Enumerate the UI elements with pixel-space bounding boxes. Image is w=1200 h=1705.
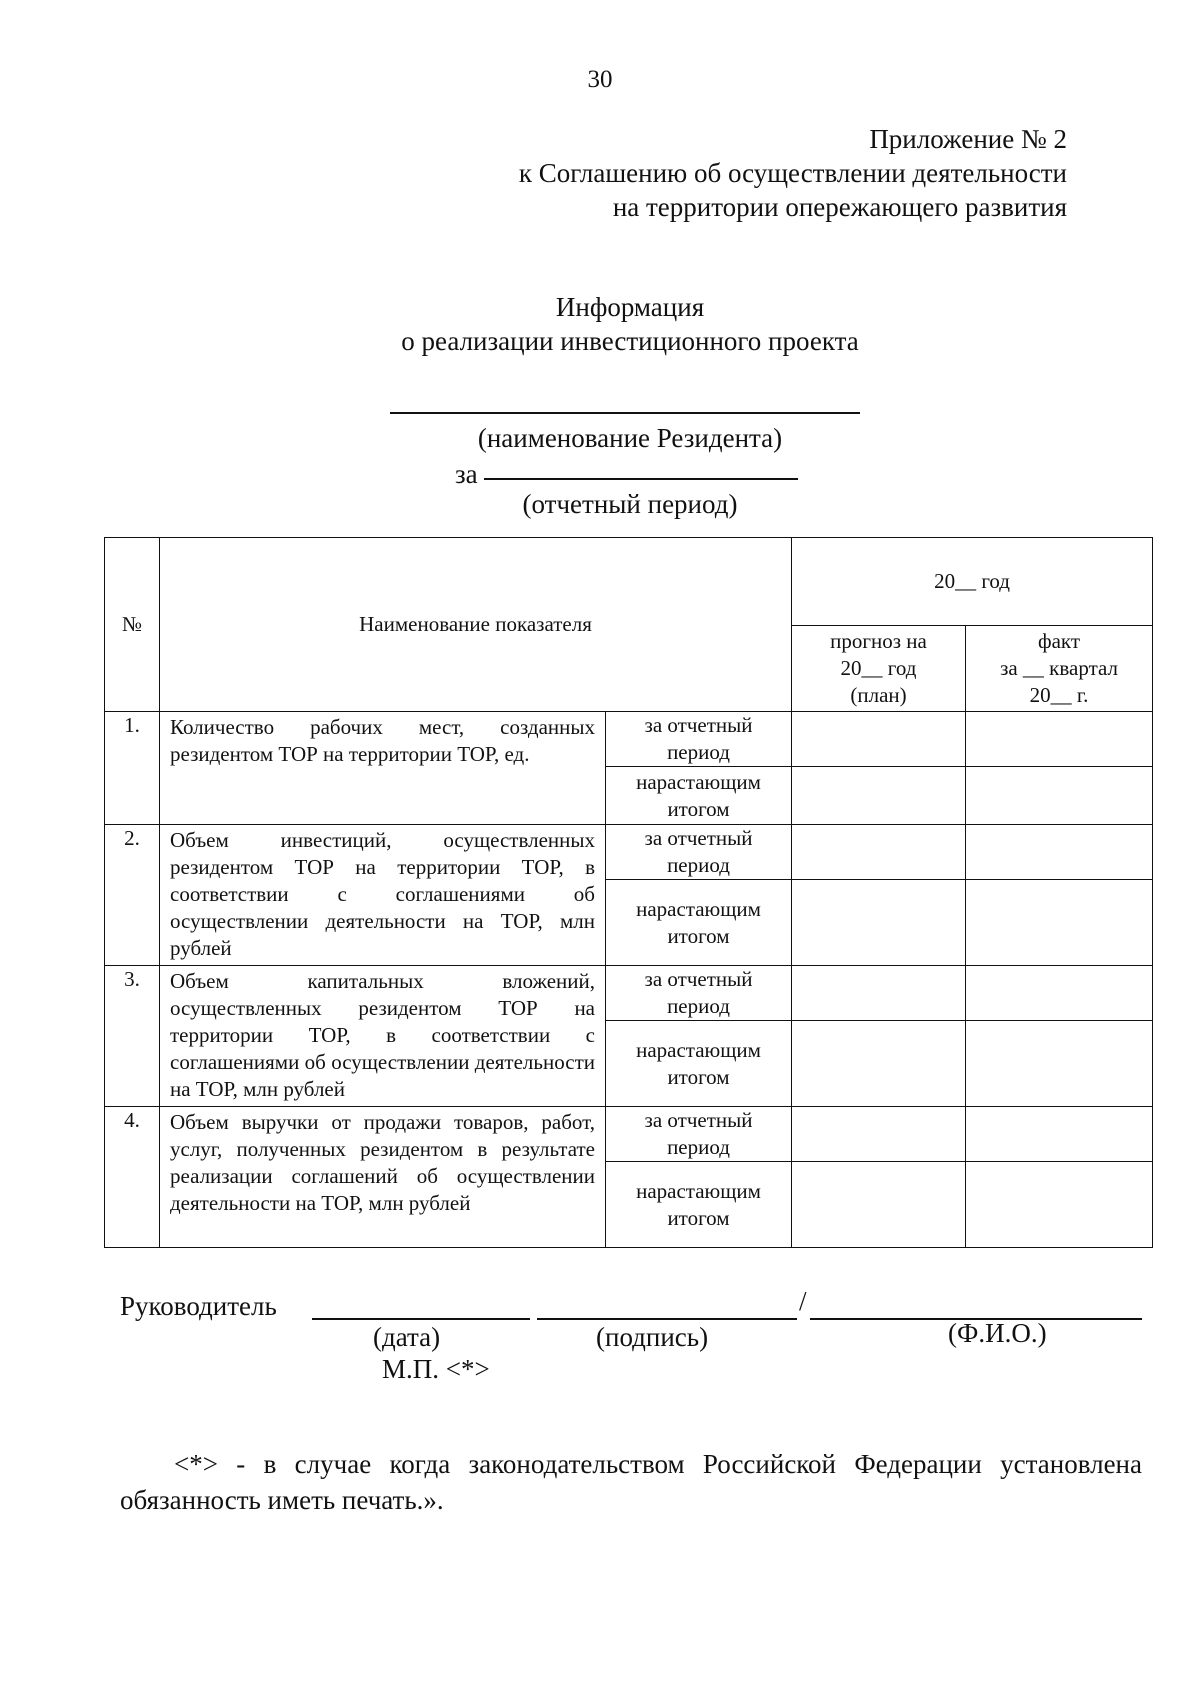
row-period-label: за отчетный период (606, 1107, 792, 1162)
header-number: № (105, 538, 160, 712)
fact-cumulative-cell (966, 880, 1153, 966)
fact-period-cell (966, 825, 1153, 880)
plan-cumulative-cell (792, 767, 966, 825)
fact-period-cell (966, 712, 1153, 767)
indicators-table (104, 537, 1153, 1248)
row-indicator-name: Количество рабочих мест, созданных резидентом ТОР на территории ТОР, ед. (160, 712, 606, 825)
table-row (105, 1107, 1153, 1162)
header-indicator-name: Наименование показателя (160, 538, 792, 712)
annex-line-2: к Соглашению об осуществлении деятельности (518, 158, 1067, 188)
header-fact-line-2: за __ квартал (1000, 656, 1118, 680)
row-period-label: за отчетный период (606, 825, 792, 880)
header-plan-line-3: (план) (850, 683, 907, 707)
heading-subtitle: о реализации инвестиционного проекта (401, 326, 859, 356)
header-fact-line-3: 20__ г. (1029, 683, 1089, 707)
period-prefix: за (455, 459, 478, 489)
signature-separator: / (799, 1286, 807, 1316)
plan-period-cell (792, 966, 966, 1021)
row-indicator-name: Объем выручки от продажи товаров, работ, услуг, полученных резидентом в результате реализации соглашений об осуществлении деятельности на ТОР, млн рублей (160, 1107, 606, 1248)
plan-cumulative-cell (792, 1162, 966, 1248)
fact-cumulative-cell (966, 1021, 1153, 1107)
plan-cumulative-cell (792, 880, 966, 966)
date-caption: (дата) (373, 1322, 441, 1352)
plan-period-cell (792, 825, 966, 880)
plan-period-cell (792, 1107, 966, 1162)
table-row (105, 966, 1153, 1021)
name-caption: (Ф.И.О.) (948, 1318, 1047, 1348)
fact-period-cell (966, 966, 1153, 1021)
row-cumulative-label: нарастающим итогом (606, 880, 792, 966)
table-row (105, 712, 1153, 767)
resident-name-line (390, 412, 860, 414)
signature-role: Руководитель (120, 1291, 277, 1321)
period-caption: (отчетный период) (522, 489, 738, 519)
row-number: 3. (105, 966, 160, 1107)
page-number: 30 (587, 66, 613, 93)
fact-period-cell (966, 1107, 1153, 1162)
row-period-label: за отчетный период (606, 966, 792, 1021)
header-fact-line-1: факт (1038, 629, 1081, 653)
fact-cumulative-cell (966, 1162, 1153, 1248)
row-cumulative-label: нарастающим итогом (606, 1162, 792, 1248)
row-number: 2. (105, 825, 160, 966)
header-plan (792, 626, 966, 712)
period-line (484, 478, 798, 480)
row-number: 4. (105, 1107, 160, 1248)
fact-cumulative-cell (966, 767, 1153, 825)
heading-title: Информация (555, 292, 705, 322)
table-row (105, 825, 1153, 880)
header-plan-line-2: 20__ год (840, 656, 917, 680)
annex-number: Приложение № 2 (869, 124, 1067, 154)
heading (0, 290, 1200, 358)
row-indicator-name: Объем капитальных вложений, осуществленных резидентом ТОР на территории ТОР, в соответствии с соглашениями об осуществлении деятельности на ТОР, млн рублей (160, 966, 606, 1107)
plan-cumulative-cell (792, 1021, 966, 1107)
row-cumulative-label: нарастающим итогом (606, 767, 792, 825)
resident-caption: (наименование Резидента) (477, 423, 783, 453)
signature-caption: (подпись) (596, 1322, 709, 1352)
seal-mark: М.П. <*> (382, 1354, 490, 1384)
row-number: 1. (105, 712, 160, 825)
annex-line-3: на территории опережающего развития (612, 192, 1067, 222)
row-cumulative-label: нарастающим итогом (606, 1021, 792, 1107)
header-fact (966, 626, 1153, 712)
signature-line (537, 1318, 797, 1320)
row-period-label: за отчетный период (606, 712, 792, 767)
annex-header (519, 122, 1067, 224)
header-plan-line-1: прогноз на (830, 629, 927, 653)
plan-period-cell (792, 712, 966, 767)
footnote: <*> - в случае когда законодательством Российской Федерации установлена обязанность иметь печать.». (120, 1449, 1142, 1515)
row-indicator-name: Объем инвестиций, осуществленных резидентом ТОР на территории ТОР, в соответствии с соглашениями об осуществлении деятельности на ТОР, млн рублей (160, 825, 606, 966)
header-year: 20__ год (792, 538, 1153, 626)
date-line (312, 1318, 530, 1320)
